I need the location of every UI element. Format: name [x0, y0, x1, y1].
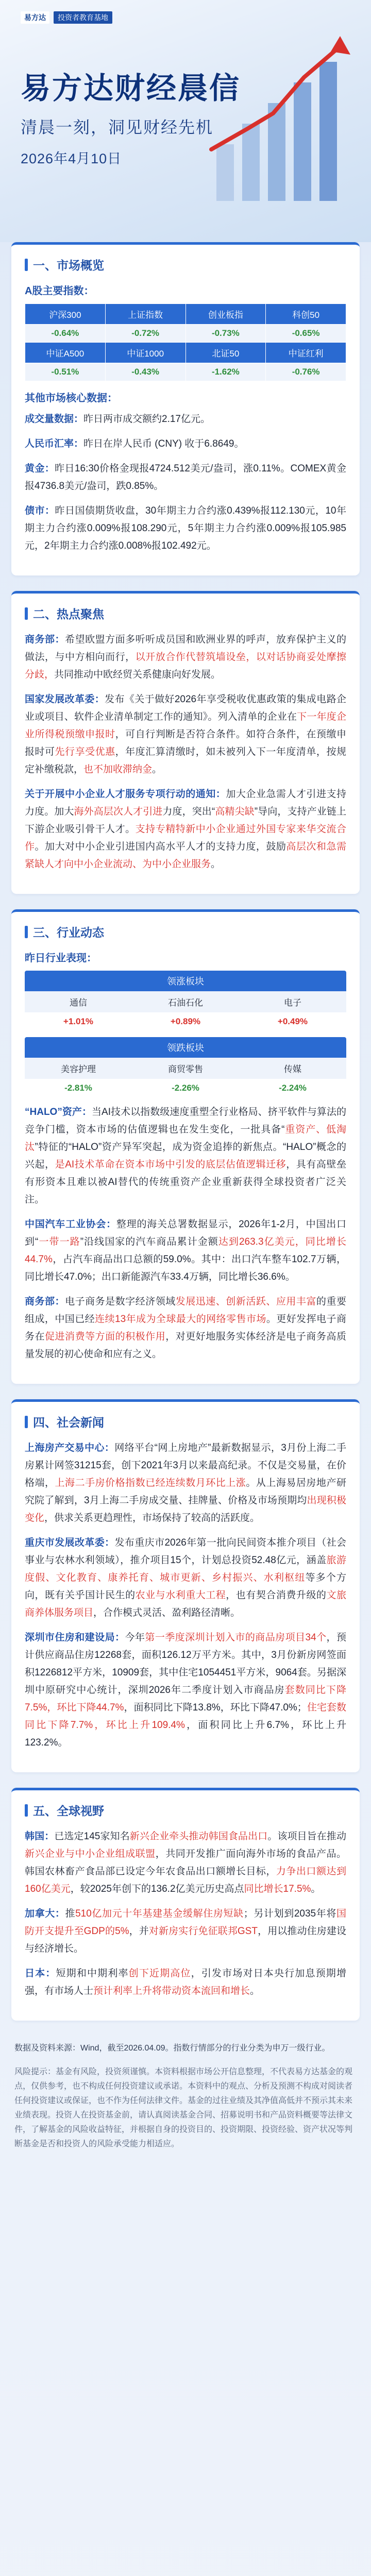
highlight-text: 下一年度企业所得税预缴申报时 [25, 711, 346, 740]
highlight-text: 预计利率上升将带动资本流回和增长 [93, 1986, 250, 1996]
highlight-text: 对新房实行免征联邦GST [148, 1926, 258, 1937]
index-change: -1.62% [185, 363, 266, 381]
title-accent-bar [25, 1416, 28, 1428]
keyword: 黄金： [25, 463, 55, 474]
highlight-text: 国防开支提升至GDP的5% [25, 1908, 346, 1937]
keyword: 上海房产交易中心： [25, 1443, 115, 1453]
title-accent-bar [25, 259, 28, 271]
gold-paragraph [25, 460, 346, 495]
paragraph-text: 。 [250, 1986, 260, 1996]
paragraph-text: 加大企业急需人才引进支持力度。加大 [25, 789, 346, 817]
subsection-title: A股主要指数： [25, 285, 94, 297]
paragraph-text: ，面积同比上升6.7%，环比上升123.2%。 [25, 1720, 347, 1748]
section-title [25, 1413, 346, 1430]
index-name: 北证50 [185, 343, 266, 363]
paragraph-text: ，合作模式灵活、盈利路径清晰。 [93, 1607, 241, 1618]
paragraph-text: ”导向，支持产业链上下游企业吸引骨干人才。 [25, 806, 346, 835]
news-paragraph [25, 1293, 346, 1363]
section-title [25, 256, 346, 273]
sector-change-row [25, 1012, 346, 1031]
brand-subtitle: 投资者教育基地 [54, 11, 112, 24]
paragraph-text: ，也有契合消费升级的 [226, 1590, 327, 1601]
highlight-text: 达到263.3亿美元，同比增长44.7% [25, 1236, 346, 1265]
keyword: 加拿大： [25, 1908, 65, 1919]
section-global-view [11, 1788, 360, 2021]
paragraph-text: ，可自行判断是否符合条件。如符合条件，在预缴申报时可 [25, 729, 346, 757]
highlight-text: 海外高层次人才引进 [74, 806, 163, 817]
index-name: 中证1000 [105, 343, 185, 363]
brand [21, 11, 350, 24]
leading-sectors-header: 领涨板块 [25, 971, 346, 991]
news-paragraph [25, 1828, 346, 1898]
paragraph-text: ”沿线国家的汽车商品累计金额 [80, 1236, 218, 1247]
sector-name-row [25, 991, 346, 1012]
paragraph-text: 等多个方向，既有关乎国计民生的 [25, 1572, 346, 1601]
index-change: -0.64% [25, 325, 106, 343]
paragraph-text: 。从上海易居房地产研究院了解到，3月上海二手房成交量、挂牌量、价格及市场预期均 [25, 1478, 346, 1506]
paragraph-text: 当AI技术以指数级速度重塑全行业格局、挤平软件与算法的竞争门槛，资本市场的估值逻辑也在发生变化，一批具备“ [25, 1107, 346, 1135]
keyword: 人民币汇率： [25, 438, 84, 449]
paragraph-text: 网络平台“网上房地产”最新数据显示，3月份上海二手房累计网签31215套，创下2021年3月以来最高纪录。不仅是交易量，在价格端， [25, 1443, 346, 1488]
highlight-text: 创下近期高位 [128, 1968, 191, 1979]
highlight-text: 一带一路 [38, 1236, 80, 1247]
news-paragraph [25, 1629, 346, 1752]
index-value-row [25, 363, 346, 381]
section-title-text: 二、热点聚焦 [33, 607, 104, 621]
highlight-text: 重资产、低淘汰 [25, 1124, 346, 1153]
paragraph-text: 。加大对中小企业引进国内高水平人才的支持力度，鼓励 [35, 841, 286, 852]
highlight-text: 新兴企业与中小企业组成联盟 [25, 1849, 156, 1859]
paragraph-text: 整理的海关总署数据显示，2026年1-2月，中国出口到“ [25, 1219, 346, 1247]
paragraph-text: 今年 [125, 1632, 145, 1643]
keyword: 债市： [25, 505, 55, 516]
sector-change-row [25, 1079, 346, 1097]
index-change: -0.76% [266, 363, 346, 381]
section-social-news [11, 1399, 360, 1772]
sector-change: +0.89% [132, 1012, 239, 1031]
index-header-row [25, 304, 346, 325]
subsection-title: 昨日行业表现： [25, 953, 97, 964]
growth-chart-illustration [201, 26, 356, 211]
paragraph-text: 力度，突出“ [162, 806, 215, 817]
title-accent-bar [25, 926, 28, 938]
index-name: 中证红利 [266, 343, 346, 363]
highlight-text: 高精尖缺 [215, 806, 255, 817]
section-title-text: 一、市场概览 [33, 259, 104, 272]
paragraph-text: ”特征的“HALO”资产异军突起，成为资金追捧的新焦点。“HALO”概念的兴起， [25, 1142, 346, 1170]
paragraph-text: ，并 [129, 1926, 149, 1937]
sector-change: -2.81% [25, 1079, 132, 1097]
news-paragraph [25, 1104, 346, 1209]
news-paragraph [25, 1534, 346, 1622]
paragraph-text: ，年度汇算清缴时，如未被列入下一年度清单，按规定补缴税款， [25, 747, 346, 775]
highlight-text: 第一季度深圳计划入市的商品房项目34个 [145, 1632, 327, 1643]
sector-name-row [25, 1058, 346, 1079]
sector-name: 传媒 [239, 1058, 346, 1079]
section-hot-topics [11, 591, 360, 894]
index-name: 创业板指 [185, 304, 266, 325]
paragraph-text: 。该项目旨在推动 [267, 1831, 346, 1842]
highlight-text: 旅游度假、文化教育、康养托育、城市更新、乡村振兴、水利枢纽 [25, 1555, 346, 1583]
sector-change: -2.24% [239, 1079, 346, 1097]
index-change: -0.51% [25, 363, 106, 381]
keyword: 深圳市住房和建设局： [25, 1632, 125, 1643]
highlight-text: 以开放合作代替筑墙设垒，以对话协商妥处摩擦分歧， [25, 652, 346, 680]
paragraph-text: ，用以推动住房建设与经济增长。 [25, 1926, 346, 1954]
sector-change: +0.49% [239, 1012, 346, 1031]
highlight-text: 连续13年成为全球最大的网络零售市场 [95, 1314, 266, 1325]
paragraph-text: 昨日国债期货收盘，30年期主力合约涨0.439%报112.130元，10年期主力合约涨0.009%报108.290元，5年期主力合约涨0.009%报105.985元，2年期主力合约涨0.008%报102.492元。 [25, 505, 346, 551]
section-title [25, 605, 346, 622]
paragraph-text: ，面积同比下降13.8%，环比下降47.0%； [124, 1702, 307, 1713]
sector-name: 通信 [25, 991, 132, 1012]
highlight-text: 同比增长17.5% [244, 1884, 311, 1894]
paragraph-text: 。更好发挥电子商务在 [25, 1314, 346, 1342]
keyword: 日本： [25, 1968, 56, 1979]
subsection-title: 其他市场核心数据： [25, 393, 117, 404]
keyword: 商务部： [25, 634, 65, 645]
page-date: 2026年4月10日 [21, 151, 122, 166]
paragraph-text: ，占汽车商品出口总额的59.0%。其中：出口汽车整车102.7万辆，同比增长47.0%；出口新能源汽车33.4万辆，同比增长36.6%。 [25, 1254, 346, 1282]
paragraph-text: 的重要组成，中国已经 [25, 1296, 346, 1325]
section-title [25, 923, 346, 940]
paragraph-text: 短期和中期利率 [56, 1968, 129, 1979]
paragraph-text: 希望欧盟方面多听听成员国和欧洲业界的呼声，放弃保护主义的做法，与中方相向而行， [25, 634, 346, 663]
highlight-text: 促进消费等方面的积极作用 [45, 1331, 166, 1342]
index-name: 沪深300 [25, 304, 106, 325]
news-paragraph [25, 1439, 346, 1527]
paragraph-text: ，供求关系更趋理性，市场保持了较高的活跃度。 [44, 1513, 260, 1523]
paragraph-text: ，较2025年创下的136.2亿美元历史高点 [70, 1884, 244, 1894]
paragraph-text: 推 [65, 1908, 76, 1919]
news-paragraph [25, 691, 346, 778]
paragraph-text: ，引发市场对日本央行加息预期增强，有市场人士 [25, 1968, 346, 1996]
highlight-text: 住宅套数同比下降7.7%，环比上升109.4% [25, 1702, 346, 1731]
footer [11, 2036, 360, 2151]
paragraph-text: 电子商务是数字经济领域 [65, 1296, 176, 1307]
paragraph-text: ，共同开发推广面向海外市场的食品产品。韩国农林畜产食品部已设定今年农食品出口额增长目标， [25, 1849, 346, 1877]
market-volume-paragraph [25, 411, 346, 428]
index-value-row [25, 325, 346, 343]
paragraph-text: 。 [152, 764, 162, 775]
index-name: 科创50 [266, 304, 346, 325]
section-industry-dynamics [11, 909, 360, 1384]
section-title [25, 1802, 346, 1819]
keyword: 重庆市发展改革委： [25, 1537, 115, 1548]
keyword: “HALO”资产： [25, 1107, 92, 1117]
paragraph-text: ；另计划到2035年将 [243, 1908, 336, 1919]
hero-banner [0, 0, 371, 242]
paragraph-text: 发布《关于做好2026年享受税收优惠政策的集成电路企业或项目、软件企业清单制定工作的通知》。列入清单的企业在 [25, 694, 346, 722]
paragraph-text: ，对更好地服务实体经济是电子商务高质量发展的初心使命和应有之义。 [25, 1331, 346, 1360]
paragraph-text: 昨日16:30价格金现报4724.512美元/盎司，涨0.11%。COMEX黄金报4736.8美元/盎司，跌0.85%。 [25, 463, 346, 492]
highlight-text: 出现积极变化 [25, 1495, 346, 1523]
paragraph-text: ，预计供应商品住房12268套，面积126.12万平方米。其中，3月份新房网签面积1226812平方米，10909套，其中住宅1054451平方米，9064套。另据深圳中原研究中心统计，深圳2026年二季度计划入市商品房 [25, 1632, 346, 1696]
sector-name: 石油石化 [132, 991, 239, 1012]
section-market-overview [11, 242, 360, 575]
index-table [25, 303, 346, 381]
sector-name: 电子 [239, 991, 346, 1012]
sector-change: -2.26% [132, 1079, 239, 1097]
sector-name: 商贸零售 [132, 1058, 239, 1079]
highlight-text: 套数同比下降7.5%，环比下降44.7% [25, 1685, 346, 1713]
highlight-text: 先行享受优惠 [55, 747, 115, 757]
keyword: 中国汽车工业协会： [25, 1219, 116, 1230]
highlight-text: 510亿加元十年基建基金缓解住房短缺 [75, 1908, 244, 1919]
data-source-note: 数据及资料来源：Wind，截至2026.04.09。指数行情部分的行业分类为申万一级行业。 [14, 2044, 330, 2053]
paragraph-text: 。 [211, 859, 221, 870]
risk-disclaimer: 风险提示：基金有风险，投资须谨慎。本资料根据市场公开信息整理，不代表易方达基金的观点，仅供参考，也不构成任何投资建议或承诺。本资料中的观点、分析及预测不构成对阅读者任何投资建议或保证，也不作为任何法律文件。基金的过往业绩及其净值高低并不预示其未来业绩表现。投资人在投资基金前，请认真阅读基金合同、招募说明书和产品资料概要等法律文件，了解基金的风险收益特征，并根据自身的投资目的、投资期限、投资经验、资产状况等判断基金是否和投资人的风险承受能力相适应。 [14, 2067, 353, 2148]
paragraph-text: 已选定145家知名 [54, 1831, 130, 1842]
highlight-text: 力争出口额达到160亿美元 [25, 1866, 346, 1894]
news-paragraph [25, 1965, 346, 2000]
highlight-text: 是AI技术革命在资本市场中引发的底层估值逻辑迁移 [55, 1159, 286, 1170]
lagging-sectors-table [25, 1058, 346, 1097]
highlight-text: 发展迅速、创新活跃、应用丰富 [175, 1296, 316, 1307]
keyword: 国家发展改革委： [25, 694, 105, 705]
section-title-text: 三、行业动态 [33, 926, 104, 939]
index-header-row [25, 343, 346, 363]
index-name: 中证A500 [25, 343, 106, 363]
sector-name: 美容护理 [25, 1058, 132, 1079]
keyword: 韩国： [25, 1831, 55, 1842]
title-accent-bar [25, 1804, 28, 1817]
keyword: 成交量数据： [25, 414, 84, 425]
news-paragraph [25, 1216, 346, 1286]
section-title-text: 五、全球视野 [33, 1804, 104, 1818]
keyword: 商务部： [25, 1296, 65, 1307]
page-title: 易方达财经晨信 [21, 72, 241, 105]
paragraph-text: 。 [311, 1884, 321, 1894]
page-slogan: 清晨一刻，洞见财经先机 [21, 118, 214, 137]
highlight-text: 新兴企业牵头推动韩国食品出口 [129, 1831, 268, 1842]
bond-paragraph [25, 502, 346, 555]
keyword: 关于开展中小企业人才服务专项行动的通知： [25, 789, 226, 800]
sector-change: +1.01% [25, 1012, 132, 1031]
index-change: -0.72% [105, 325, 185, 343]
paragraph-text: 昨日在岸人民币 (CNY) 收于6.8649。 [83, 438, 244, 449]
section-title-text: 四、社会新闻 [33, 1416, 104, 1429]
highlight-text: 也不加收滞纳金 [83, 764, 153, 775]
index-change: -0.43% [105, 363, 185, 381]
news-paragraph [25, 631, 346, 684]
fx-paragraph [25, 435, 346, 453]
news-paragraph [25, 1905, 346, 1958]
title-accent-bar [25, 607, 28, 620]
highlight-text: 农业与水利重大工程 [135, 1590, 226, 1601]
index-name: 上证指数 [105, 304, 185, 325]
index-change: -0.73% [185, 325, 266, 343]
lagging-sectors-header: 领跌板块 [25, 1037, 346, 1058]
highlight-text: 文旅商养体服务项目 [25, 1590, 346, 1618]
highlight-text: 支持专精特新中小企业通过外国专家来华交流合作 [25, 824, 346, 852]
news-paragraph [25, 786, 346, 873]
leading-sectors-table [25, 991, 346, 1031]
highlight-text: 高层次和急需紧缺人才向中小企业流动、为中小企业服务 [25, 841, 346, 870]
highlight-text: 上海二手房价格指数已经连续数月环比上涨 [55, 1478, 246, 1488]
paragraph-text: 发布重庆市2026年第一批向民间资本推介项目（社会事业与农林水利领域），推介项目15个，计划总投资52.48亿元，涵盖 [25, 1537, 346, 1566]
paragraph-text: 昨日两市成交额约2.17亿元。 [83, 414, 210, 425]
brand-logo: 易方达 [21, 11, 49, 24]
index-change: -0.65% [266, 325, 346, 343]
paragraph-text: 共同推动中欧经贸关系健康向好发展。 [54, 669, 221, 680]
paragraph-text: ，具有高壁垒有形资本且难以被AI替代的传统重资产企业重新获得全球投资者广泛关注。 [25, 1159, 346, 1205]
